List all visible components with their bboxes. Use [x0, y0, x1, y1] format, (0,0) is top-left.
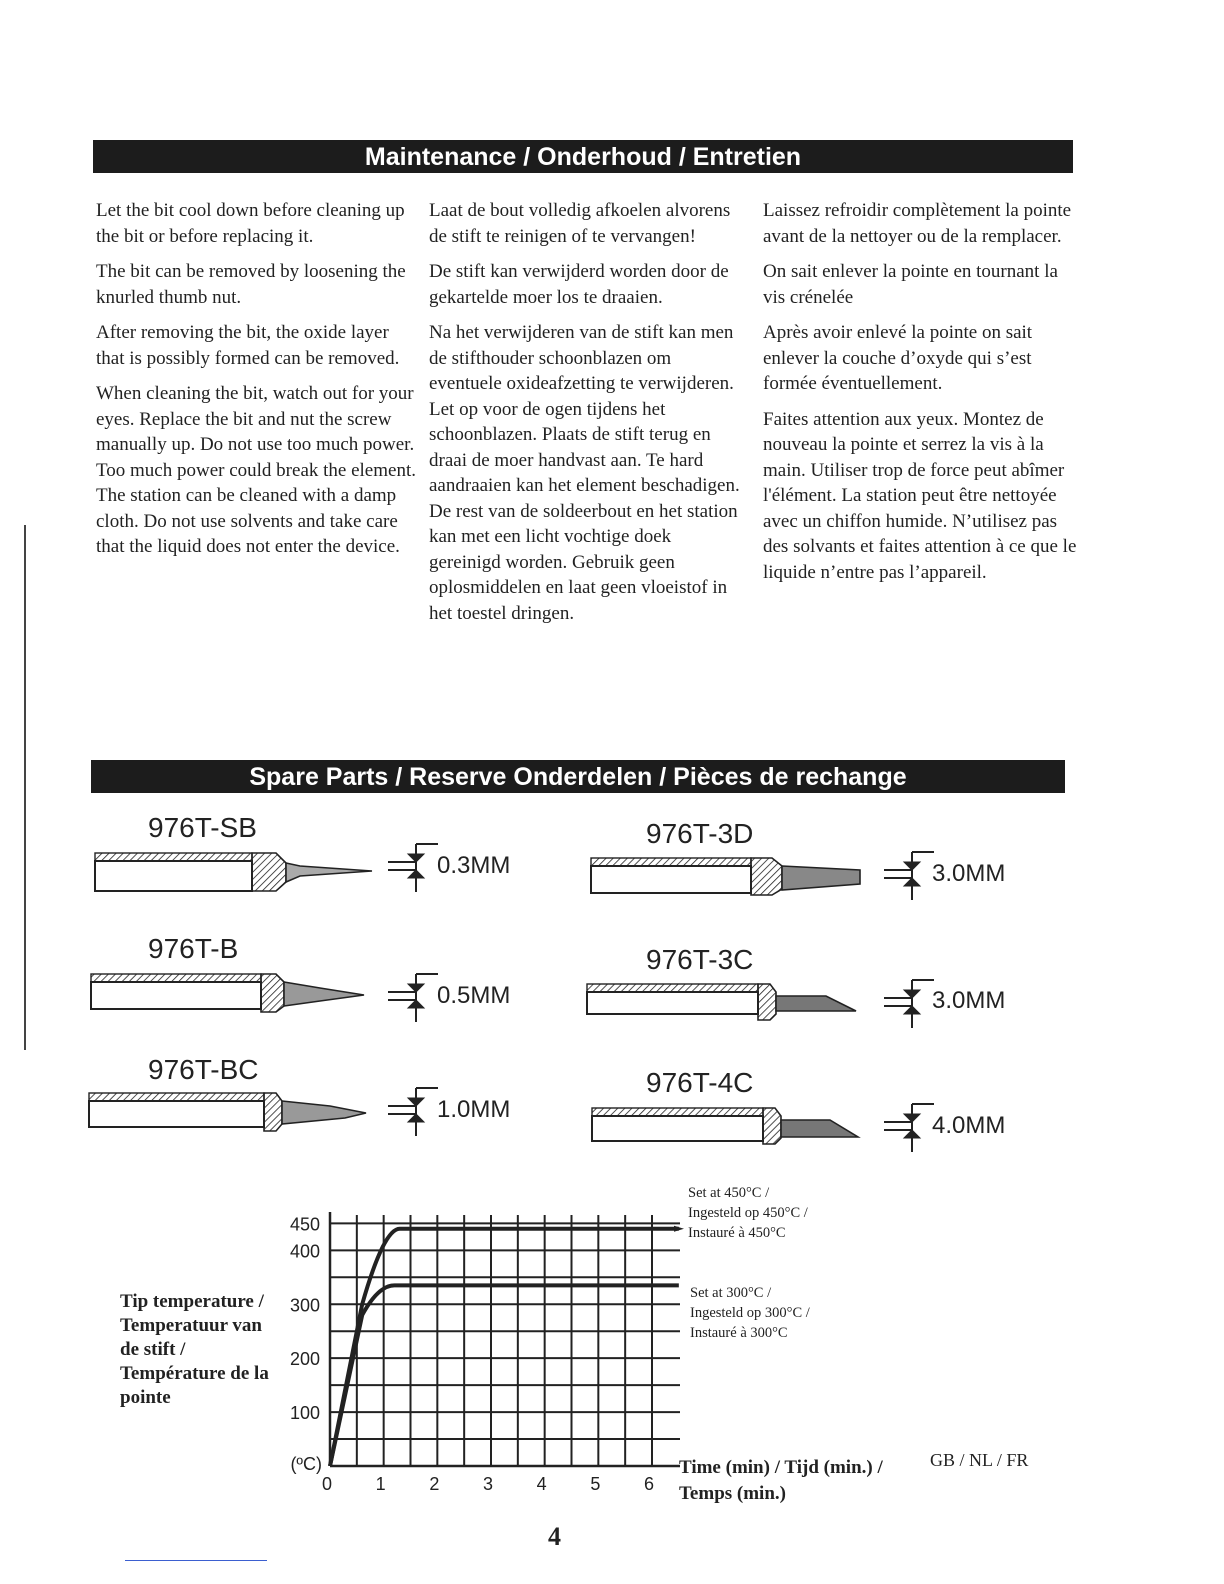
- paragraph: On sait enlever la pointe en tournant la vis crénelée: [763, 261, 1058, 308]
- legend-pointer: [674, 1226, 684, 1232]
- y-tick-label: 450: [289, 1214, 320, 1235]
- paragraph: Laissez refroidir complètement la pointe avant de la nettoyer ou de la remplacer.: [763, 200, 1072, 247]
- y-tick-label: 100: [289, 1403, 320, 1424]
- part-name: 976T-4C: [646, 1067, 754, 1098]
- paragraph: Let the bit cool down before cleaning up the bit or before replacing it.: [96, 200, 405, 247]
- footer-rule: [125, 1560, 267, 1561]
- part-name: 976T-B: [148, 933, 239, 964]
- legend-300: [690, 1283, 810, 1343]
- legend-line: Instauré à 300°C: [690, 1325, 788, 1341]
- paragraph: Après avoir enlevé la pointe on sait enlever la couche d’oxyde qui s’est formée éventuellement.: [763, 322, 1033, 394]
- part-name: 976T-SB: [148, 812, 257, 843]
- part-name: 976T-BC: [148, 1054, 259, 1085]
- paragraph: The bit can be removed by loosening the knurled thumb nut.: [96, 261, 406, 308]
- x-tick-label: 5: [590, 1474, 601, 1494]
- y-tick-label: 400: [289, 1241, 320, 1262]
- y-axis-unit: (ºC): [290, 1454, 322, 1474]
- tip-size-label: 0.5MM: [437, 982, 511, 1009]
- paragraph: Laat de bout volledig afkoelen alvorens de stift te reinigen of te vervangen!: [429, 200, 731, 247]
- tip-size-label: 1.0MM: [437, 1096, 511, 1123]
- page-number: 4: [548, 1522, 561, 1551]
- x-tick-label: 2: [429, 1474, 440, 1494]
- legend-line: Set at 450°C /: [688, 1185, 770, 1201]
- part-name: 976T-3C: [646, 944, 754, 975]
- x-tick-label: 4: [536, 1474, 547, 1494]
- tip-size-label: 0.3MM: [437, 852, 511, 879]
- paragraph: Faites attention aux yeux. Montez de nouveau la pointe et serrez la vis à la main. Utiliser trop de force peut abîmer l'élément. La station peut être nettoyée avec un chiffon humide. N’utilisez pas des solvants et faites attention à ce que le liquide n’entre pas l’appareil.: [763, 408, 1077, 583]
- chart-x-axis-title: Time (min) / Tijd (min.) / Temps (min.): [679, 1457, 883, 1504]
- y-tick-label: 300: [289, 1295, 320, 1316]
- paragraph: De stift kan verwijderd worden door de gekartelde moer los te draaien.: [429, 261, 729, 308]
- x-tick-label: 3: [482, 1474, 494, 1494]
- maintenance-banner: Maintenance / Onderhoud / Entretien: [93, 140, 1073, 173]
- x-tick-label: 0: [321, 1474, 333, 1494]
- tip-size-label: 3.0MM: [932, 860, 1006, 887]
- legend-line: Ingesteld op 300°C /: [690, 1305, 810, 1321]
- legend-line: Instauré à 450°C: [688, 1225, 786, 1241]
- chart-y-axis-title: Tip temperature / Temperatuur van de stift / Température de la pointe: [120, 1291, 269, 1408]
- y-tick-label: 200: [289, 1349, 320, 1370]
- legend-450: [688, 1183, 808, 1243]
- x-tick-label: 1: [375, 1474, 386, 1494]
- paragraph: Na het verwijderen van de stift kan men de stifthouder schoonblazen om eventuele oxideafzetting te verwijderen. Let op voor de ogen tijdens het schoonblazen. Plaats de stift terug en draai de moer handvast aan. Te hard aandraaien kan het element beschadigen. De rest van de soldeerbout en het station kan met een licht vochtige doek gereinigd worden. Gebruik geen oplosmiddelen en laat geen vloeistof in het toestel dringen.: [429, 322, 740, 624]
- part-name: 976T-3D: [646, 818, 754, 849]
- paragraph: After removing the bit, the oxide layer that is possibly formed can be removed.: [96, 322, 400, 369]
- series-line-450: [330, 1229, 679, 1466]
- x-tick-label: 6: [643, 1474, 655, 1494]
- paragraph: When cleaning the bit, watch out for your eyes. Replace the bit and nut the screw manually up. Do not use too much power. Too much power could break the element. The station can be cleaned with a damp cloth. Do not use solvents and take care that the liquid does not enter the device.: [96, 383, 416, 557]
- legend-line: Ingesteld op 450°C /: [688, 1205, 808, 1221]
- tip-size-label: 3.0MM: [932, 987, 1006, 1014]
- tip-size-label: 4.0MM: [932, 1112, 1006, 1139]
- legend-line: Set at 300°C /: [690, 1285, 772, 1301]
- language-codes: GB / NL / FR: [930, 1450, 1029, 1470]
- spare-parts-banner: Spare Parts / Reserve Onderdelen / Pièces de rechange: [91, 760, 1065, 793]
